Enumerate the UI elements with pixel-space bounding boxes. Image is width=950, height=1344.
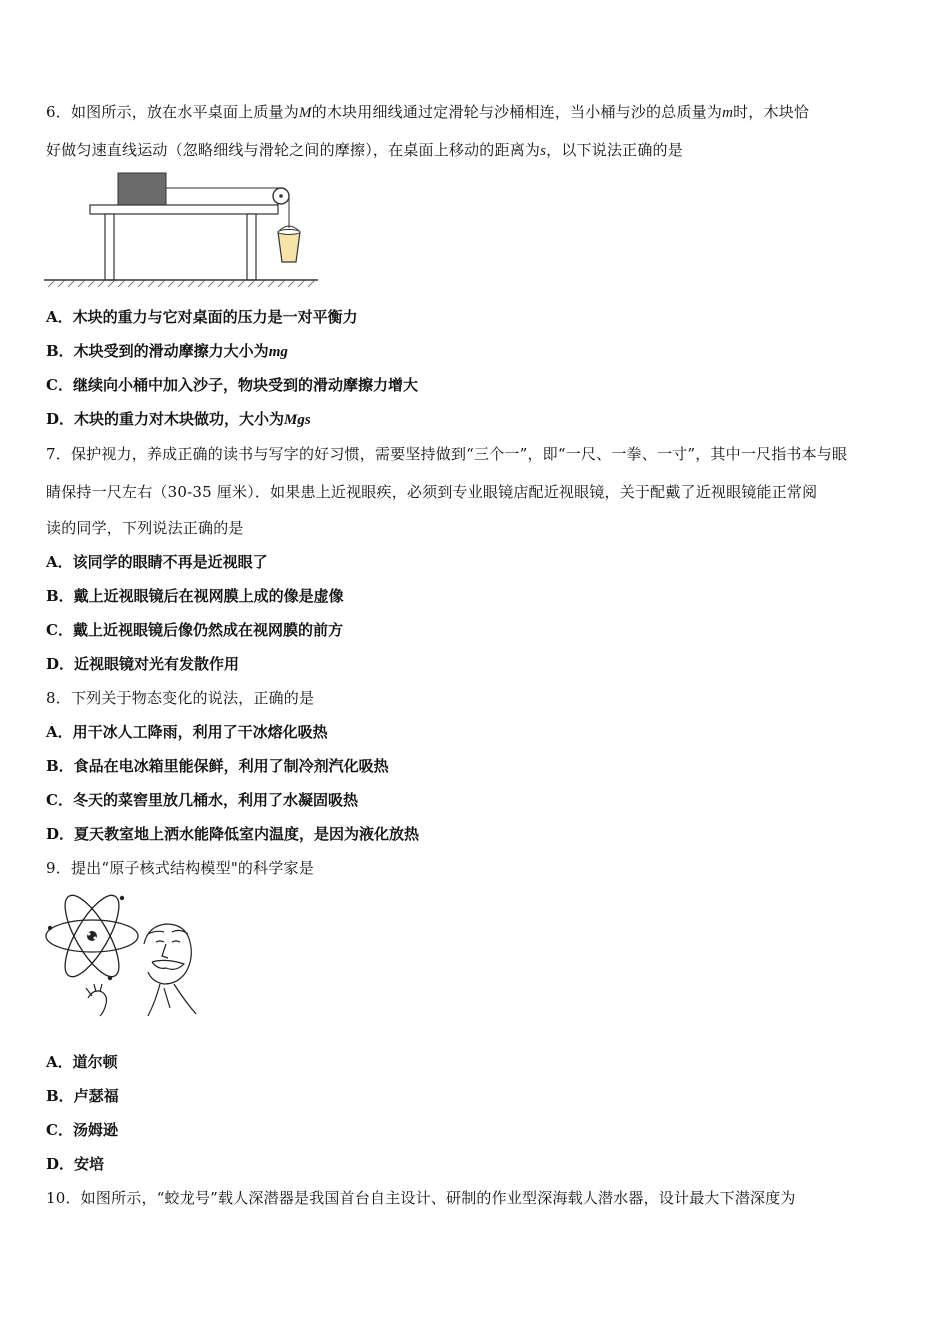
q8-option-c[interactable]: C．冬天的菜窖里放几桶水，利用了水凝固吸热 [46, 791, 358, 809]
q9-option-c[interactable]: C．汤姆逊 [46, 1121, 118, 1139]
q9-stem: 9．提出“原子核式结构模型"的科学家是 [46, 859, 314, 877]
q7-stem-line2: 睛保持一尺左右（30-35 厘米）．如果患上近视眼疾，必须到专业眼镜店配近视眼镜，关于配戴了近视眼镜能正常阅 [46, 483, 818, 501]
q7-option-c[interactable]: C．戴上近视眼镜后像仍然成在视网膜的前方 [46, 621, 343, 639]
q6-stem-line2: 好做匀速直线运动（忽略细线与滑轮之间的摩擦），在桌面上移动的距离为s，以下说法正确的是 [46, 141, 683, 159]
q9-option-b[interactable]: B．卢瑟福 [46, 1087, 119, 1105]
q8-option-b[interactable]: B．食品在电冰箱里能保鲜，利用了制冷剂汽化吸热 [46, 757, 389, 775]
q7-stem-line3: 读的同学，下列说法正确的是 [46, 519, 244, 537]
q9-option-d[interactable]: D．安培 [46, 1155, 105, 1173]
q8-option-a[interactable]: A．用干冰人工降雨，利用了干冰熔化吸热 [46, 723, 328, 741]
q8-option-d[interactable]: D．夏天教室地上洒水能降低室内温度，是因为液化放热 [46, 825, 420, 843]
q6-option-b[interactable]: B．木块受到的滑动摩擦力大小为mg [46, 342, 288, 360]
q6-option-d[interactable]: D．木块的重力对木块做功，大小为Mgs [46, 410, 311, 428]
q6-stem-line1: 6．如图所示，放在水平桌面上质量为M的木块用细线通过定滑轮与沙桶相连，当小桶与沙的总质量为m时，木块恰 [46, 103, 810, 121]
q9-option-a[interactable]: A．道尔顿 [46, 1053, 118, 1071]
q6-option-c[interactable]: C．继续向小桶中加入沙子，物块受到的滑动摩擦力增大 [46, 376, 418, 394]
q7-stem-line1: 7．保护视力，养成正确的读书与写字的好习惯，需要坚持做到“三个一”，即“一尺、一拳、一寸”，其中一尺指书本与眼 [46, 445, 848, 463]
q7-option-b[interactable]: B．戴上近视眼镜后在视网膜上成的像是虚像 [46, 587, 344, 605]
table-pulley-figure [42, 168, 322, 288]
atom-scientist-figure [44, 888, 200, 1018]
q8-stem: 8．下列关于物态变化的说法，正确的是 [46, 689, 315, 707]
q7-option-d[interactable]: D．近视眼镜对光有发散作用 [46, 655, 240, 673]
q6-option-a[interactable]: A．木块的重力与它对桌面的压力是一对平衡力 [46, 308, 358, 326]
q10-stem: 10．如图所示，“蛟龙号”载人深潜器是我国首台自主设计、研制的作业型深海载人潜水器，设计最大下潜深度为 [46, 1189, 796, 1207]
q7-option-a[interactable]: A．该同学的眼睛不再是近视眼了 [46, 553, 268, 571]
